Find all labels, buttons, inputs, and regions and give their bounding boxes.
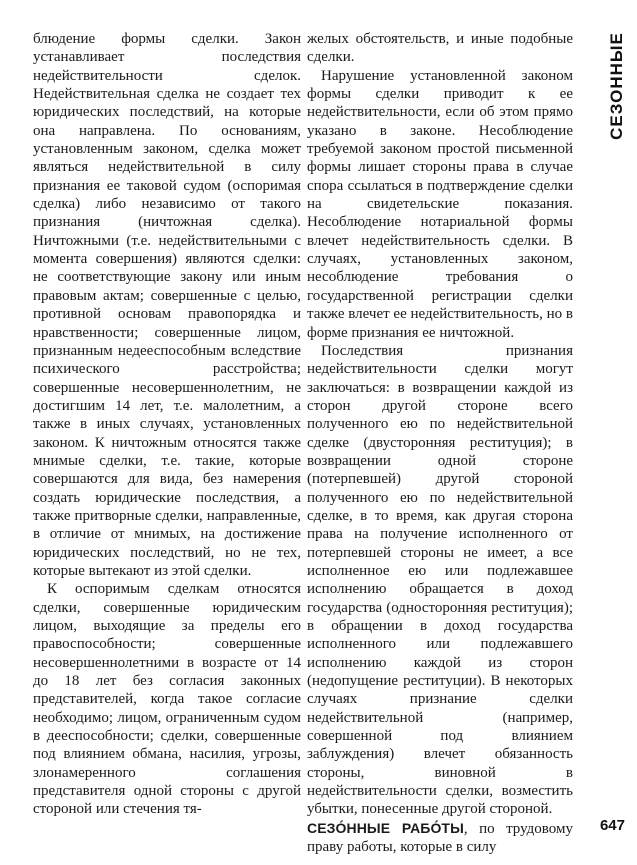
page-number: 647 [599, 817, 625, 834]
paragraph: К оспоримым сделкам относятся сделки, совершенные юридическим лицом, выходящие за пределы его правоспособности; совершенные несовершеннолетними в возрасте от 14 до 18 лет без согласия законных представителей, когда такое согласие необходимо; лицом, ограниченным судом в дееспособности; сделки, совершенные под влиянием обмана, насилия, угрозы, злонамеренного соглашения представителя одной стороны с другой стороной или стечения тя- [33, 581, 301, 818]
paragraph: Нарушение установленной законом формы сделки приводит к ее недействительности, если об этом прямо указано в законе. Несоблюдение требуемой законом простой письменной формы лишает стороны права в случае спора ссылаться в подтверждение сделки на свидетельские показания. Несоблюдение нотариальной формы влечет недействительность сделки. В случаях, установленных законом, несоблюдение требования о государственной регистрации сделки также влечет ее недействительность, но в форме признания ее ничтожной. [307, 67, 573, 341]
paragraph: Последствия признания недействительности сделки могут заключаться: в возвращении каждой из сторон другой стороне всего полученного ею по недействительной сделке (двусторонняя реституция); в возвращении одной стороне (потерпевшей) другой стороной полученного ею по недействительной сделке, в то время, как другая сторона права на получение исполненного от потерпевшей стороны не имеет, а все исполненное ею или подлежавшее исполнению обращается в доход государства (односторонняя реституция); в обращении в доход государства исполненного или подлежавшего исполнению каждой из сторон (недопущение реституции). В некоторых случаях признание сделки недействительной (например, совершенной под влиянием заблуждения) влечет обязанность стороны, виновной в недействительности сделки, возместить убытки, понесенные другой стороной. [307, 342, 573, 818]
section-tab [603, 30, 631, 142]
left-column [33, 30, 301, 819]
paragraph: желых обстоятельств, и иные подобные сделки. [307, 31, 573, 66]
right-column [307, 30, 573, 856]
entry-text: , по трудовому праву работы, которые в силу [307, 820, 573, 856]
entry-paragraph [307, 819, 573, 857]
entry-term: СЕЗÓННЫЕ РАБÓТЫ [307, 819, 464, 836]
section-tab-label: СЕЗОННЫЕ [607, 32, 626, 140]
paragraph: блюдение формы сделки. Закон устанавливает последствия недействительности сделок. Недействительная сделка не создает тех юридических последствий, на которые она направлена. По основаниям, установленным законом, сделка может являться недействительной в силу признания ее таковой судом (оспоримая сделка) либо независимо от такого признания (ничтожная сделка). Ничтожными (т.е. недействительными с момента совершения) являются сделки: не соответствующие закону или иным правовым актам; совершенные с целью, противной основам правопорядка и нравственности; совершенные лицом, признанным недееспособным вследствие психического расстройства; совершенные несовершеннолетним, не достигшим 14 лет, т.е. малолетним, а также в иных случаях, установленных законом. К ничтожным относятся также мнимые сделки, т.е. такие, которые совершаются для вида, без намерения создать юридические последствия, а также притворные сделки, направленные, в отличие от мнимых, на достижение юридических последствий, но не тех, которые вытекают из этой сделки. [33, 31, 301, 579]
